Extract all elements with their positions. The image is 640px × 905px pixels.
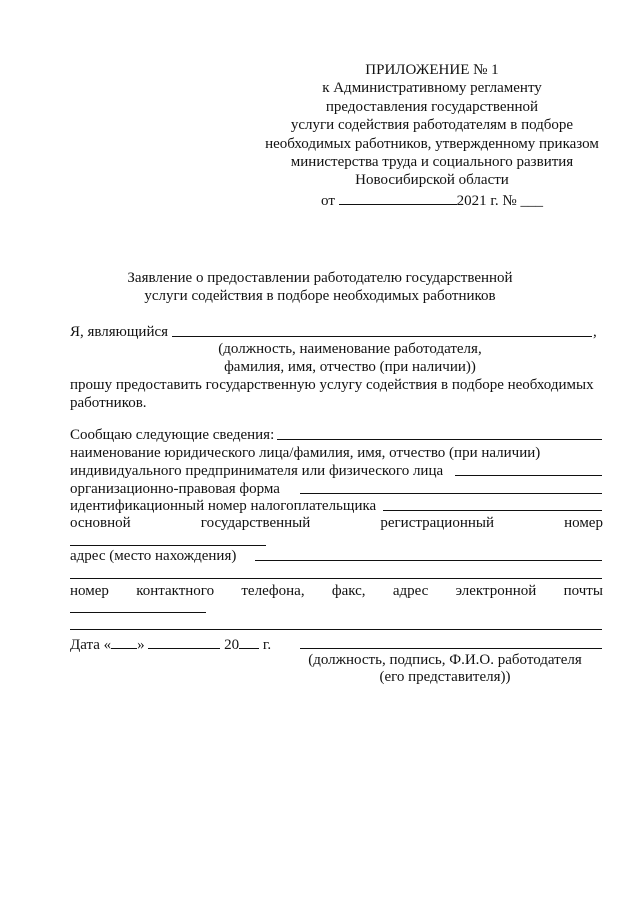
ogrn-field[interactable] [70,545,266,546]
contacts-word: адрес [392,583,429,599]
contacts-word: факс, [331,583,366,599]
ogrn-word: регистрационный [380,515,494,531]
signature-hint-1: (должность, подпись, Ф.И.О. работодателя [308,652,582,668]
appendix-title: ПРИЛОЖЕНИЕ № 1 [365,62,499,78]
date-year-field[interactable] [239,634,259,649]
name-line-2: индивидуального предпринимателя или физического лица [70,463,444,479]
legal-form-field[interactable] [300,493,602,494]
appendix-line: министерства труда и социального развития [290,154,574,171]
ogrn-word: государственный [200,515,311,531]
date-label [70,634,271,654]
contacts-label [70,582,603,600]
date-number-blank: ___ [520,192,543,209]
signature-field[interactable] [300,648,602,649]
contacts-word: контактного [136,583,215,599]
date-open: Дата « [70,637,112,653]
ogrn-word: номер [564,515,603,531]
applicant-hint-1: (должность, наименование работодателя, [218,341,482,357]
date-day-field[interactable] [111,634,137,649]
address-field[interactable] [255,560,602,561]
address-label: адрес (место нахождения) [70,548,237,564]
applicant-field[interactable] [172,336,592,337]
date-close: » [137,637,145,653]
date-year: 2021 г. № [456,192,517,209]
date-prefix: от [321,192,335,209]
year-prefix: 20 [224,637,240,653]
applicant-comma: , [593,324,597,340]
appendix-line: услуги содействия работодателям в подборе [290,117,574,134]
title-line-1: Заявление о предоставлении работодателю государственной [127,270,513,286]
appendix-line: Новосибирской области [355,172,509,189]
applicant-hint-2: фамилия, имя, отчество (при наличии)) [224,359,476,375]
contacts-word: номер [70,583,109,599]
legal-form-label: организационно-правовая форма [70,481,280,497]
appendix-date-line [252,190,612,210]
appendix-header [252,61,612,210]
date-month-field[interactable] [148,634,220,649]
contacts-field[interactable] [70,612,206,613]
contacts-word: телефона, [241,583,305,599]
year-suffix: г. [262,637,272,653]
date-blank [339,190,457,205]
info-intro: Сообщаю следующие сведения: [70,427,275,443]
appendix-line: к Административному регламенту [322,80,542,97]
title-line-2: услуги содействия в подборе необходимых работников [144,288,496,304]
ogrn-label [70,514,603,532]
contacts-word: электронной [455,583,537,599]
name-line-1: наименование юридического лица/фамилия, имя, отчество (при наличии) [70,445,541,461]
contacts-field-2[interactable] [70,629,602,630]
document-title [80,269,560,305]
info-intro-field[interactable] [277,439,602,440]
ogrn-word: основной [70,515,131,531]
contacts-word: почты [563,583,603,599]
inn-field[interactable] [383,510,602,511]
request-line-2: работников. [70,395,147,411]
appendix-line: предоставления государственной [325,98,539,115]
applicant-prefix: Я, являющийся [70,324,169,340]
name-field[interactable] [455,475,602,476]
request-line-1: прошу предоставить государственную услугу содействия в подборе необходимых [70,377,594,393]
address-field-2[interactable] [70,578,602,579]
inn-label: идентификационный номер налогоплательщика [70,498,377,514]
appendix-line: необходимых работников, утвержденному приказом [265,135,599,152]
signature-hint-2: (его представителя)) [379,669,511,685]
